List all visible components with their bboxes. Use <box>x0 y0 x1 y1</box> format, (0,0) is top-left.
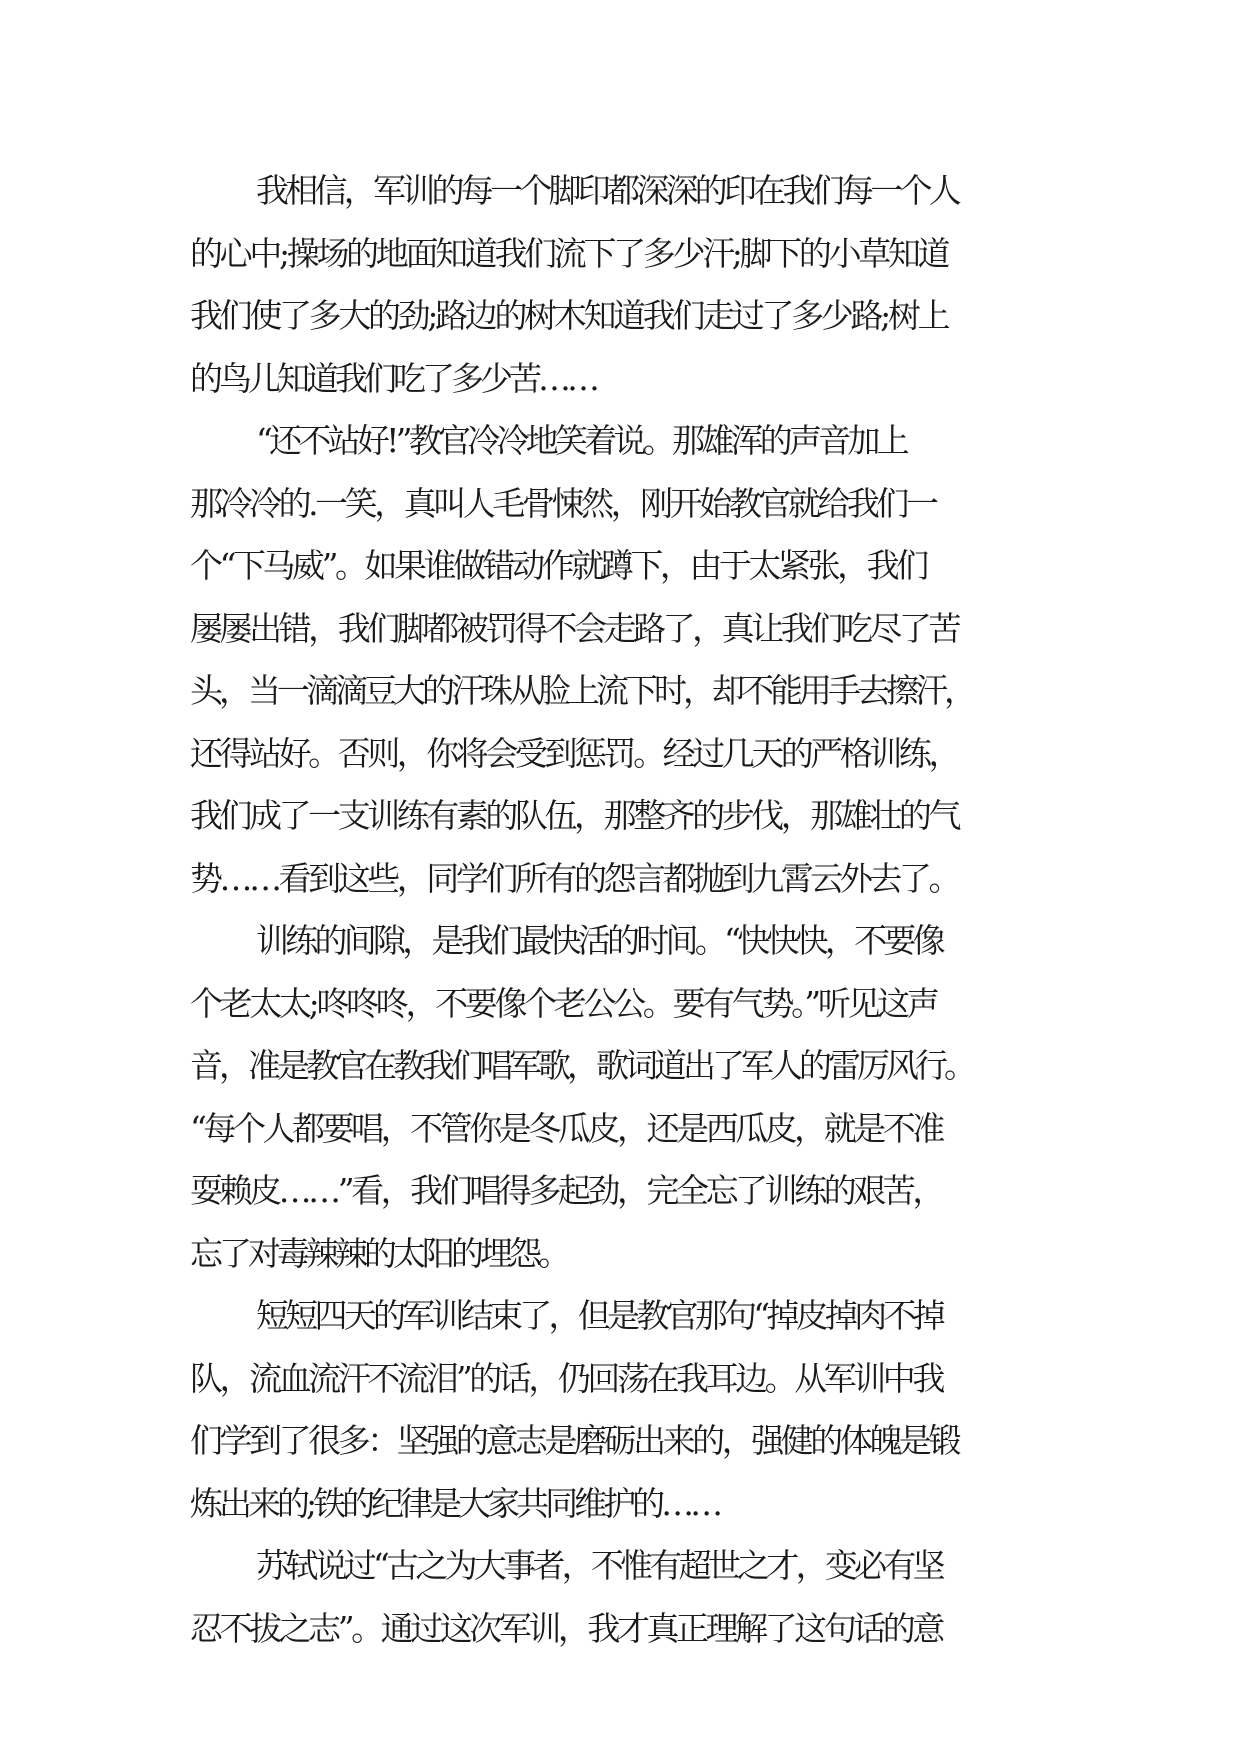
text-line: 忍不拔之志”。通过这次军训，我才真正理解了这句话的意 <box>190 1608 942 1648</box>
text-line: 音，准是教官在教我们唱军歌，歌词道出了军人的雷厉风行。 <box>190 1046 973 1085</box>
text-line: 个老太太;咚咚咚，不要像个老公公。要有气势。”听见这声 <box>190 983 937 1023</box>
paragraph-first-line: 苏轼说过“古之为大事者，不惟有超世之才，变必有坚 <box>256 1546 942 1585</box>
paragraph-first-line: “还不站好!”教官冷冷地笑着说。那雄浑的声音加上 <box>256 421 907 460</box>
text-line: 们学到了很多：坚强的意志是磨砺出来的，强健的体魄是锻 <box>190 1421 959 1460</box>
text-line: 的心中;操场的地面知道我们流下了多少汗;脚下的小草知道 <box>190 233 948 273</box>
text-line: 我们使了多大的劲;路边的树木知道我们走过了多少路;树上 <box>190 296 948 335</box>
text-line: 头，当一滴滴豆大的汗珠从脸上流下时，却不能用手去擦汗， <box>190 671 973 710</box>
text-line: 忘了对毒辣辣的太阳的埋怨。 <box>190 1233 567 1273</box>
paragraph-first-line: 短短四天的军训结束了，但是教官那句“掉皮掉肉不掉 <box>256 1296 942 1335</box>
text-line: 队，流血流汗不流泪”的话，仍回荡在我耳边。从军训中我 <box>190 1358 942 1398</box>
essay-text <box>190 160 1050 1660</box>
text-line: 屡屡出错，我们脚都被罚得不会走路了，真让我们吃尽了苦 <box>190 608 959 648</box>
text-line: 个“下马威”。如果谁做错动作就蹲下，由于太紧张，我们 <box>190 546 926 585</box>
text-line: 还得站好。否则，你将会受到惩罚。经过几天的严格训练， <box>190 733 959 773</box>
text-line: 炼出来的;铁的纪律是大家共同维护的…… <box>190 1483 720 1523</box>
text-line: 那冷冷的.一笑，真叫人毛骨悚然，刚开始教官就给我们一 <box>190 483 936 523</box>
paragraph-first-line: 我相信，军训的每一个脚印都深深的印在我们每一个人 <box>256 171 958 210</box>
text-line: 的鸟儿知道我们吃了多少苦…… <box>190 358 596 398</box>
text-line: 势……看到这些，同学们所有的怨言都抛到九霄云外去了。 <box>190 858 959 898</box>
text-line: “每个人都要唱，不管你是冬瓜皮，还是西瓜皮，就是不准 <box>190 1108 942 1148</box>
text-line: 我们成了一支训练有素的队伍，那整齐的步伐，那雄壮的气 <box>190 796 959 835</box>
paragraph-first-line: 训练的间隙，是我们最快活的时间。“快快快，不要像 <box>256 921 942 960</box>
text-line: 耍赖皮……”看，我们唱得多起劲，完全忘了训练的艰苦， <box>190 1171 942 1210</box>
